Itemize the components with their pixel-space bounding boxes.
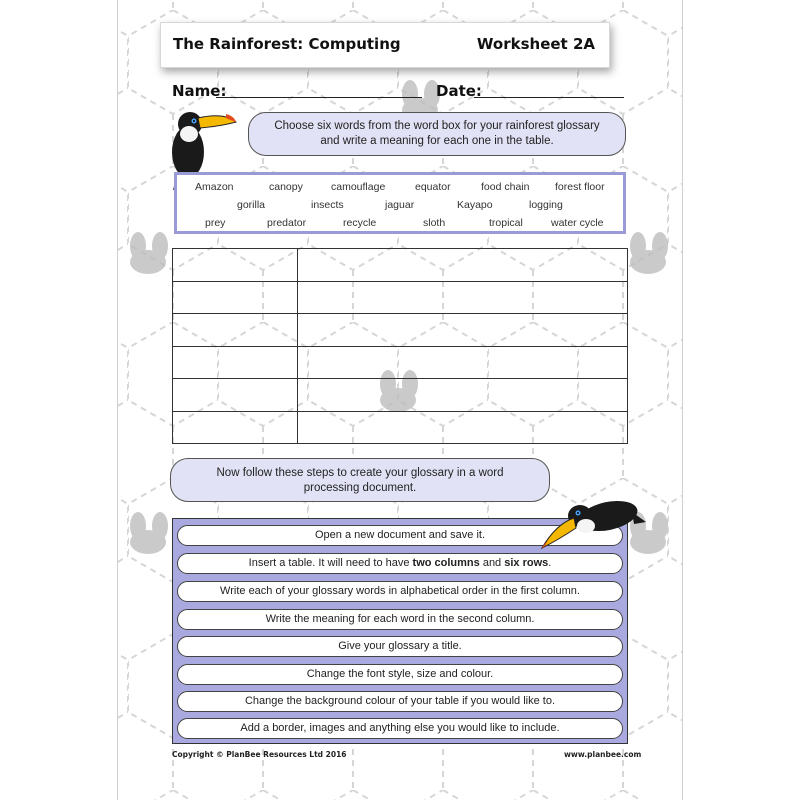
step-3: Write each of your glossary words in alphabetical order in the first column. — [177, 581, 623, 602]
step-6: Change the font style, size and colour. — [177, 664, 623, 685]
table-row — [173, 346, 628, 379]
date-label: Date: — [436, 82, 482, 100]
word-forest-floor: forest floor — [555, 181, 605, 193]
instruction-line: Now follow these steps to create your glossary in a word — [216, 467, 504, 479]
worksheet-number: Worksheet 2A — [476, 35, 595, 53]
meaning-cell[interactable] — [298, 346, 628, 379]
step-text: Insert a table. It will need to have — [248, 557, 413, 569]
step-8: Add a border, images and anything else you would like to include. — [177, 718, 623, 739]
toucan-icon — [536, 488, 646, 554]
step-bold-text: six rows — [504, 557, 549, 569]
meaning-cell[interactable] — [298, 281, 628, 314]
word-predator: predator — [267, 217, 307, 229]
word-camouflage: camouflage — [331, 181, 386, 193]
instruction-line: and write a meaning for each one in the table. — [320, 135, 554, 147]
table-row — [173, 281, 628, 314]
word-cell[interactable] — [173, 281, 298, 314]
meaning-cell[interactable] — [298, 379, 628, 412]
step-7: Change the background colour of your table if you would like to. — [177, 691, 623, 712]
meaning-cell[interactable] — [298, 249, 628, 282]
word-recycle: recycle — [343, 217, 377, 229]
worksheet-title: The Rainforest: Computing — [173, 35, 401, 53]
step-text: and — [479, 557, 505, 569]
word-tropical: tropical — [489, 217, 523, 229]
word-jaguar: jaguar — [385, 199, 415, 211]
word-cell[interactable] — [173, 379, 298, 412]
instruction-line: Choose six words from the word box for your rainforest glossary — [274, 120, 600, 132]
word-amazon: Amazon — [195, 181, 234, 193]
title-banner — [160, 22, 610, 68]
step-2 — [177, 553, 623, 574]
word-gorilla: gorilla — [237, 199, 266, 211]
table-row — [173, 379, 628, 412]
word-water-cycle: water cycle — [551, 217, 604, 229]
step-bold-text: two columns — [412, 557, 480, 569]
word-cell[interactable] — [173, 314, 298, 347]
word-insects: insects — [311, 199, 344, 211]
website-link[interactable]: www.planbee.com — [564, 750, 642, 759]
name-line[interactable] — [216, 97, 422, 98]
instruction-bubble — [248, 112, 626, 156]
date-line[interactable] — [474, 97, 624, 98]
instruction-bubble — [170, 458, 550, 502]
table-row — [173, 411, 628, 444]
word-box — [174, 172, 626, 234]
word-cell[interactable] — [173, 346, 298, 379]
glossary-table — [172, 248, 628, 444]
instruction-line: processing document. — [303, 482, 417, 494]
word-cell[interactable] — [173, 249, 298, 282]
word-prey: prey — [205, 217, 226, 229]
word-equator: equator — [415, 181, 451, 193]
step-text: . — [548, 557, 552, 569]
word-sloth: sloth — [423, 217, 446, 229]
step-5: Give your glossary a title. — [177, 636, 623, 657]
name-label: Name: — [172, 82, 227, 100]
meaning-cell[interactable] — [298, 411, 628, 444]
step-1: Open a new document and save it. — [177, 525, 623, 546]
copyright-text: Copyright © PlanBee Resources Ltd 2016 — [172, 750, 347, 759]
worksheet-page — [118, 0, 682, 800]
word-cell[interactable] — [173, 411, 298, 444]
word-food-chain: food chain — [481, 181, 530, 193]
meaning-cell[interactable] — [298, 314, 628, 347]
step-4: Write the meaning for each word in the second column. — [177, 609, 623, 630]
word-kayapo: Kayapo — [457, 199, 493, 211]
word-canopy: canopy — [269, 181, 303, 193]
table-row — [173, 249, 628, 282]
table-row — [173, 314, 628, 347]
word-logging: logging — [529, 199, 563, 211]
